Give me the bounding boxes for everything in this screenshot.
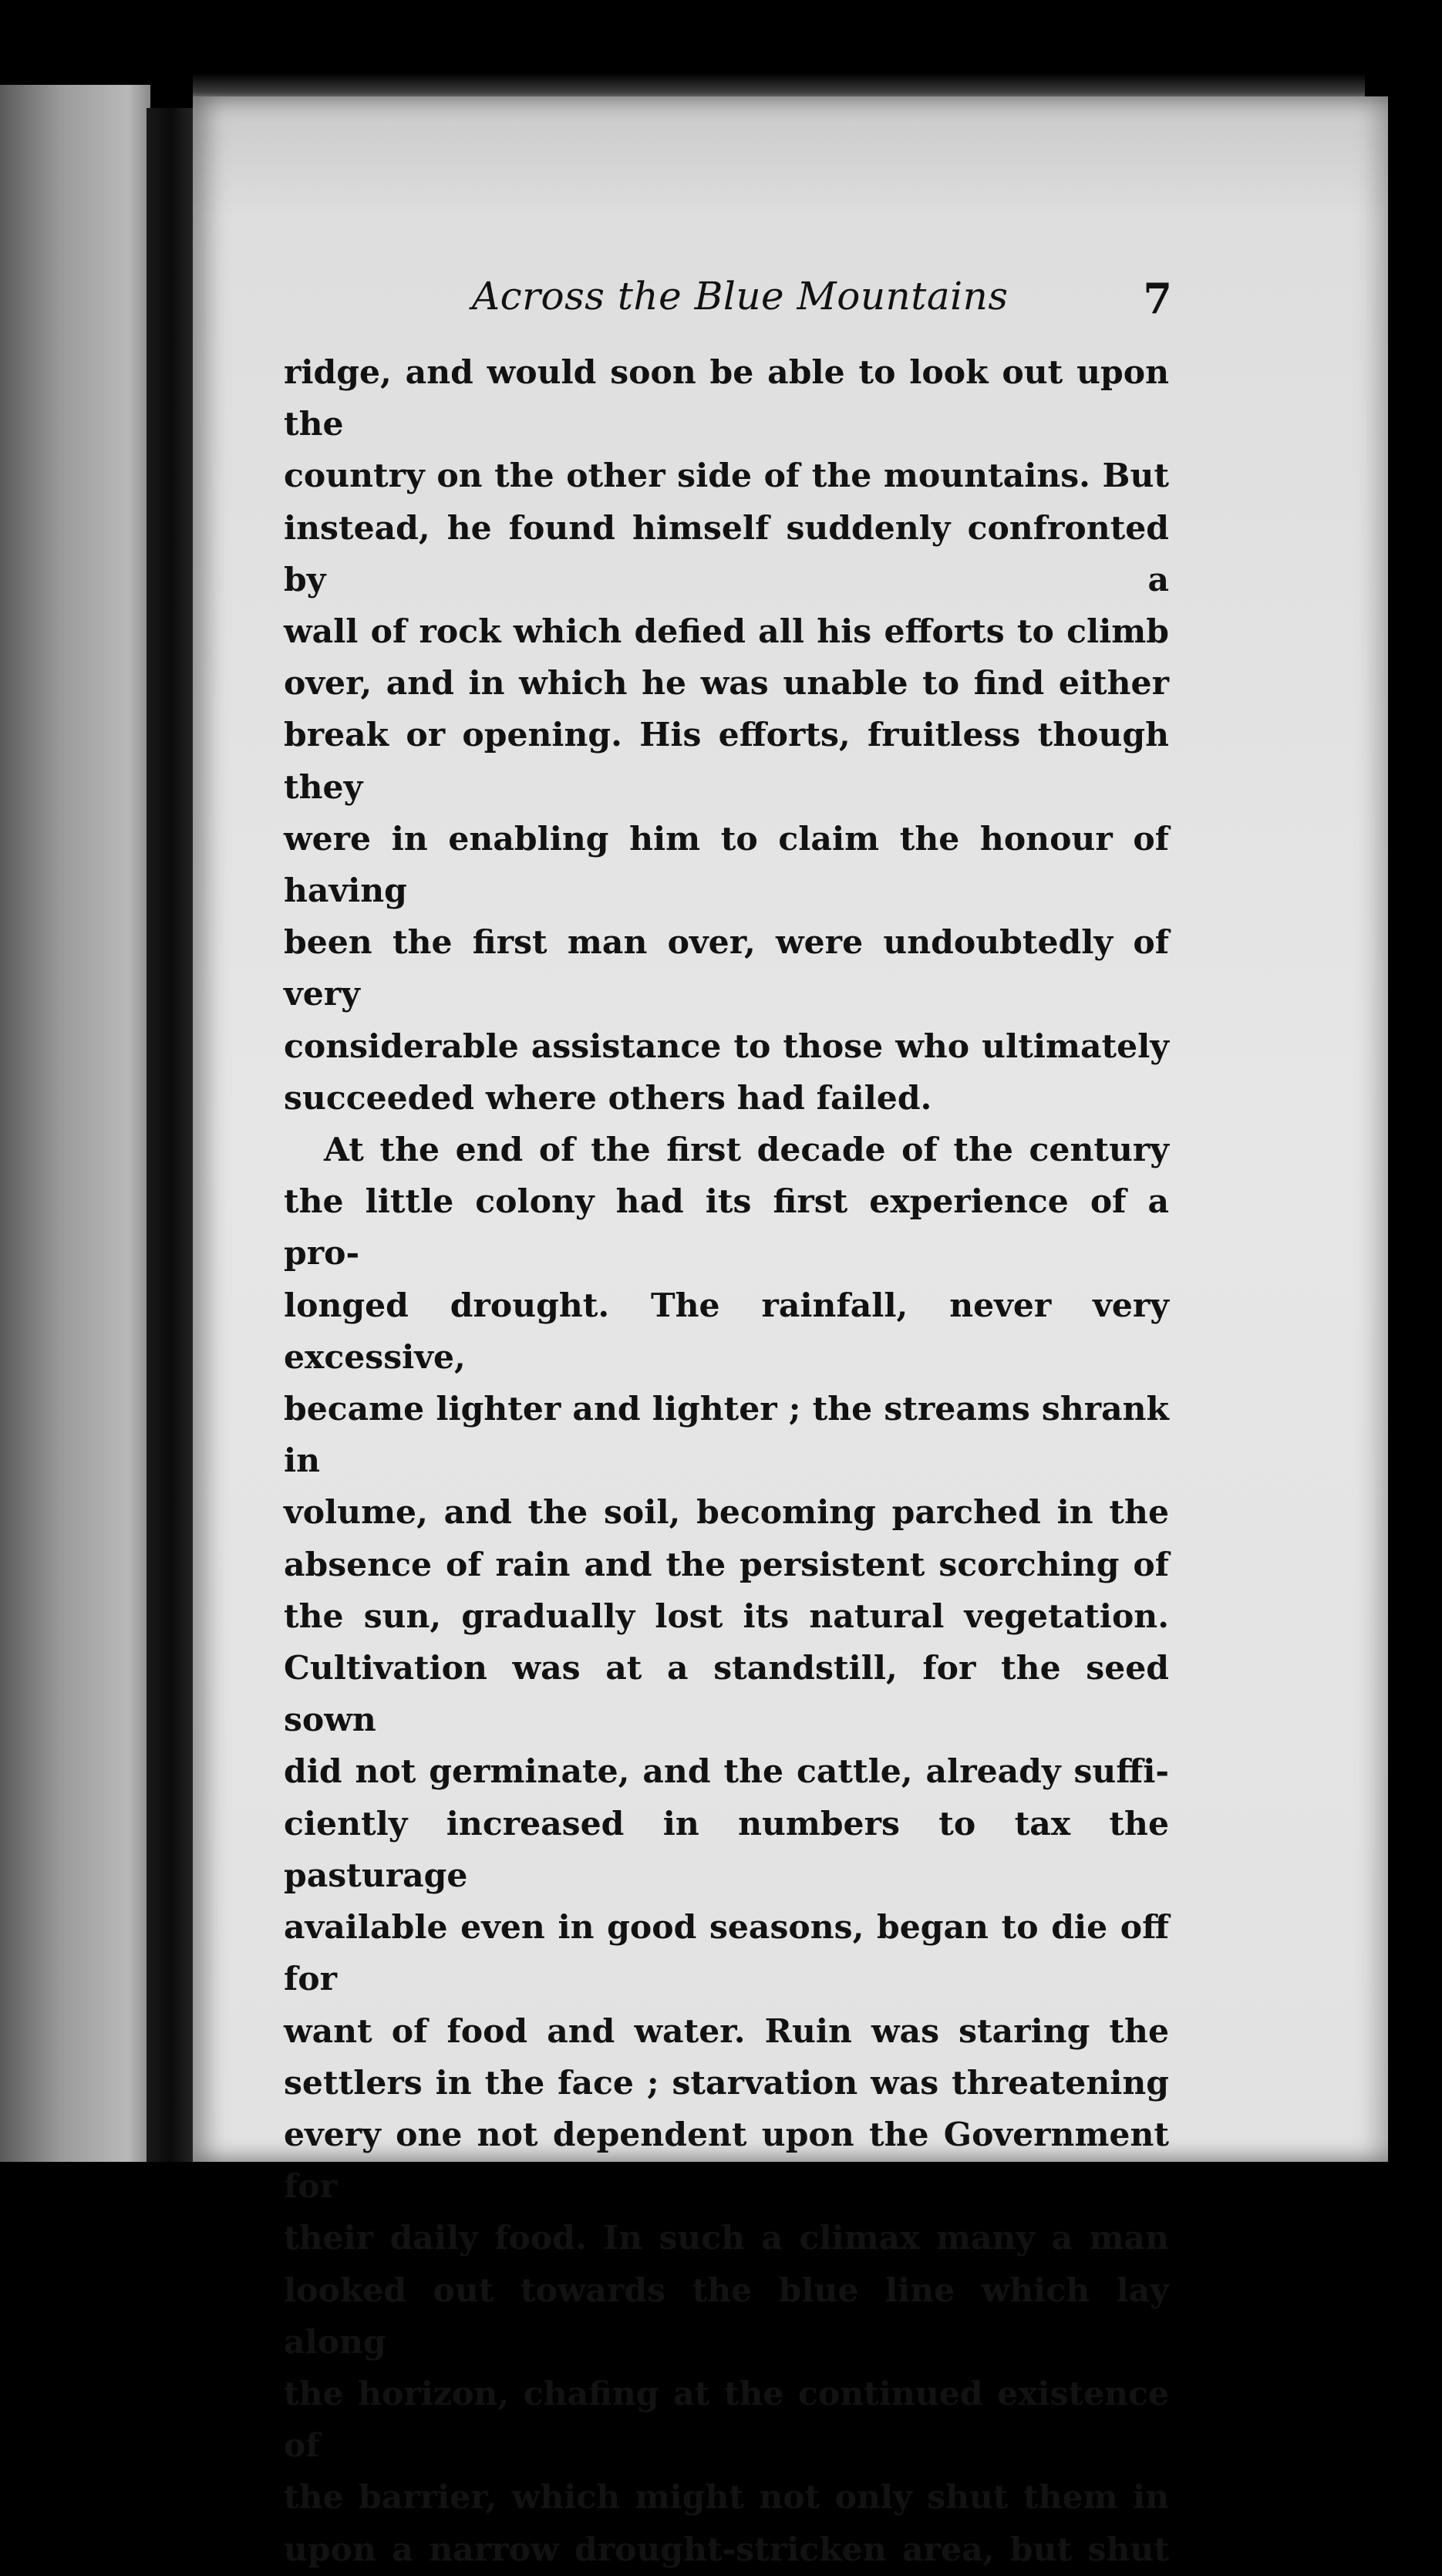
running-title: Across the Blue Mountains bbox=[472, 274, 1009, 319]
text-line: longed drought. The rainfall, never very excessive, bbox=[284, 1286, 1169, 1377]
text-line: break or opening. His efforts, fruitless though they bbox=[284, 716, 1169, 807]
text-line: been the first man over, were undoubtedly of very bbox=[284, 923, 1169, 1014]
facing-page-edge bbox=[0, 85, 150, 2162]
text-line: succeeded where others had failed. bbox=[284, 1078, 932, 1118]
right-border bbox=[1388, 77, 1442, 2162]
text-line: instead, he found himself suddenly confronted by a bbox=[284, 508, 1169, 599]
text-line: want of food and water. Ruin was staring the bbox=[284, 2011, 1169, 2051]
text-line: their daily food. In such a climax many a man bbox=[284, 2219, 1169, 2258]
text-line: ridge, and would soon be able to look out upon the bbox=[284, 353, 1169, 444]
text-line: volume, and the soil, becoming parched in the bbox=[284, 1493, 1169, 1532]
text-line: the barrier, which might not only shut them in bbox=[284, 2478, 1169, 2517]
page-number: 7 bbox=[1143, 274, 1172, 323]
text-line: Cultivation was at a standstill, for the seed sown bbox=[284, 1649, 1169, 1740]
text-line: every one not dependent upon the Government for bbox=[284, 2115, 1169, 2207]
text-line: At the end of the first decade of the century bbox=[324, 1131, 1169, 1170]
text-line: the sun, gradually lost its natural vegetation. bbox=[284, 1597, 1169, 1636]
text-line: absence of rain and the persistent scorching of bbox=[284, 1545, 1169, 1584]
paragraph-1 bbox=[284, 347, 1169, 1124]
text-line: over, and in which he was unable to find either bbox=[284, 664, 1169, 703]
text-line: country on the other side of the mountains. But bbox=[284, 457, 1169, 496]
text-line: ciently increased in numbers to tax the pasturage bbox=[284, 1804, 1169, 1895]
text-line: did not germinate, and the cattle, already suffi- bbox=[284, 1752, 1169, 1792]
text-line: settlers in the face ; starvation was threatening bbox=[284, 2063, 1169, 2102]
running-header bbox=[463, 274, 1172, 335]
text-line: considerable assistance to those who ultimately bbox=[284, 1027, 1169, 1066]
paragraph-2 bbox=[284, 1124, 1169, 2576]
body-text bbox=[284, 347, 1169, 2576]
text-line: upon a narrow drought-stricken area, but shut bbox=[284, 2530, 1169, 2569]
text-line: available even in good seasons, began to die off for bbox=[284, 1908, 1169, 1999]
text-line: wall of rock which defied all his efforts to climb bbox=[284, 612, 1169, 652]
text-line: the little colony had its first experience of a pro- bbox=[284, 1182, 1169, 1273]
text-line: were in enabling him to claim the honour of having bbox=[284, 819, 1169, 911]
text-line: the horizon, chafing at the continued existence of bbox=[284, 2374, 1169, 2466]
text-line: looked out towards the blue line which lay along bbox=[284, 2271, 1169, 2362]
book-gutter bbox=[147, 108, 199, 2162]
text-line: became lighter and lighter ; the streams shrank in bbox=[284, 1390, 1169, 1481]
